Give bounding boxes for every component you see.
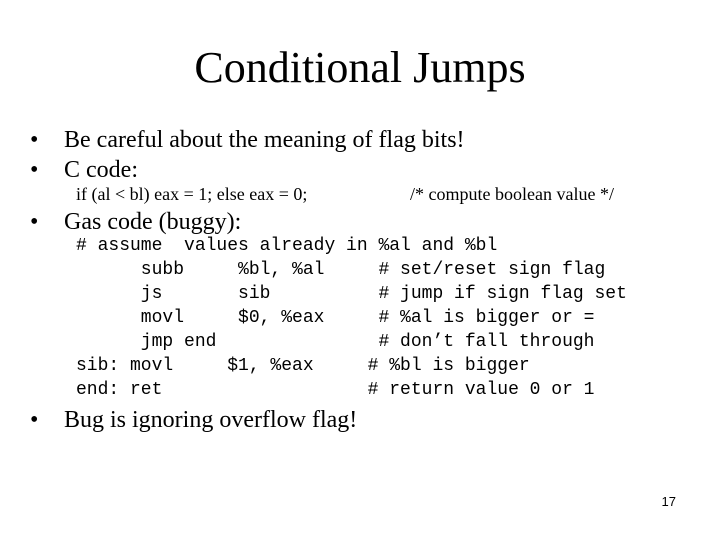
bullet-c-code xyxy=(30,156,138,184)
code-line: # assume values already in %al and %bl xyxy=(76,236,498,256)
bullet-overflow xyxy=(30,406,357,434)
gas-code-block xyxy=(76,234,627,402)
bullet-text: Bug is ignoring overflow flag! xyxy=(64,407,358,433)
bullet-gas-code xyxy=(30,208,241,236)
bullet-text: C code: xyxy=(64,157,138,183)
page-number: 17 xyxy=(661,494,676,509)
bullet-text: Gas code (buggy): xyxy=(64,209,242,235)
c-code-statement: if (al < bl) eax = 1; else eax = 0; xyxy=(76,184,308,204)
c-code-comment: /* compute boolean value */ xyxy=(410,184,614,204)
bullet-marker: • xyxy=(30,127,39,153)
bullet-text: Be careful about the meaning of flag bits! xyxy=(64,127,465,153)
bullet-marker: • xyxy=(30,407,39,433)
bullet-marker: • xyxy=(30,209,39,235)
bullet-careful xyxy=(30,126,465,154)
code-line: movl $0, %eax # %al is bigger or = xyxy=(76,308,595,328)
code-line: sib: movl $1, %eax # %bl is bigger xyxy=(76,356,530,376)
code-line: js sib # jump if sign flag set xyxy=(76,284,627,304)
code-line: end: ret # return value 0 or 1 xyxy=(76,380,595,400)
code-line: jmp end # don’t fall through xyxy=(76,332,595,352)
slide-title: Conditional Jumps xyxy=(194,43,526,92)
code-line: subb %bl, %al # set/reset sign flag xyxy=(76,260,606,280)
bullet-marker: • xyxy=(30,157,39,183)
